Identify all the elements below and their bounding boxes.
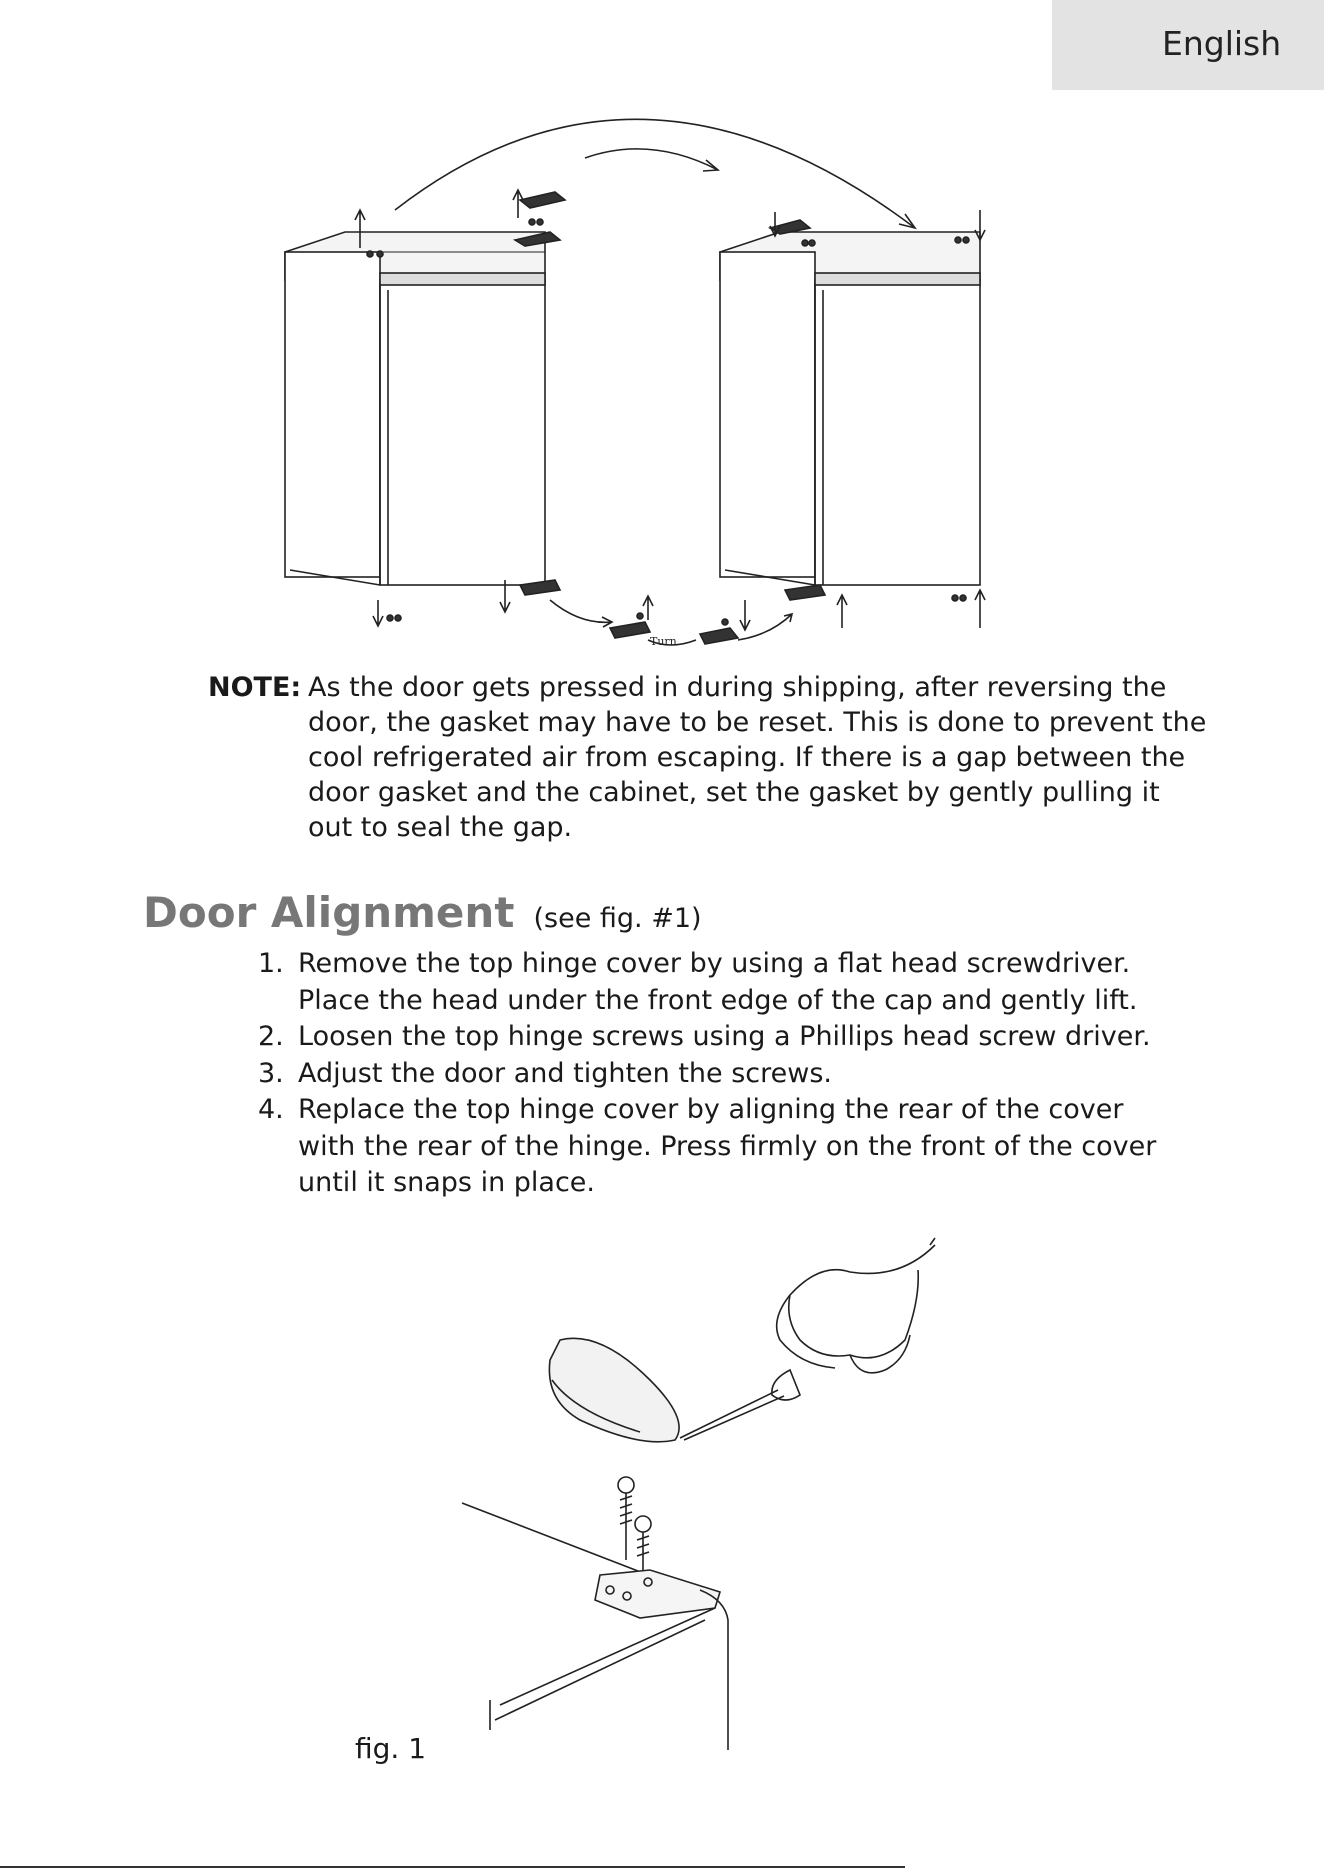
step-number: 1. [258, 948, 284, 979]
language-label: English [1162, 24, 1282, 63]
step-text: Adjust the door and tighten the screws. [298, 1057, 833, 1089]
step-text: Remove the top hinge cover by using a flat head screwdriver. Place the head under the front edge of the cap and gently lift. [298, 948, 1138, 1016]
step-text: Loosen the top hinge screws using a Phillips head screw driver. [298, 1021, 1151, 1052]
step-text: Replace the top hinge cover by aligning the rear of the cover with the rear of the hinge. Press firmly on the front of the cover until it snaps in place. [298, 1094, 1157, 1198]
note-block [208, 670, 1208, 845]
fridge-right [720, 232, 980, 585]
step-number: 4. [258, 1094, 284, 1125]
step-number: 3. [258, 1057, 284, 1089]
section-heading [143, 888, 702, 937]
figure-caption: fig. 1 [355, 1732, 427, 1765]
footer-divider [0, 1866, 905, 1868]
section-title: Door Alignment [143, 888, 515, 937]
fridge-left [285, 232, 545, 588]
screws-icon [618, 1477, 651, 1580]
arrowhead [899, 214, 915, 228]
figure-reference: (see fig. #1) [533, 903, 702, 934]
step-number: 2. [258, 1021, 284, 1052]
step-item [258, 1056, 1178, 1093]
hinge-cover-icon [549, 1338, 679, 1441]
alignment-steps [258, 946, 1178, 1202]
note-text: As the door gets pressed in during shipping, after reversing the door, the gasket may have to be reset. This is done to prevent the cool refrigerated air from escaping. If there is a gap between the door gasket and the cabinet, set the gasket by gently pulling it out to seal the gap. [308, 672, 1207, 843]
door-reversal-diagram [0, 0, 1324, 680]
top-hinge-icon [462, 1503, 728, 1750]
turn-label: Turn [650, 635, 677, 648]
step-item [258, 1092, 1178, 1202]
screwdriver-icon [680, 1370, 800, 1440]
hand-icon [777, 1238, 935, 1373]
move-arrow-large [395, 119, 915, 228]
step-item [258, 1019, 1178, 1056]
note-label: NOTE: [208, 672, 302, 703]
step-item [258, 946, 1178, 1019]
move-arrow-small [585, 149, 718, 170]
